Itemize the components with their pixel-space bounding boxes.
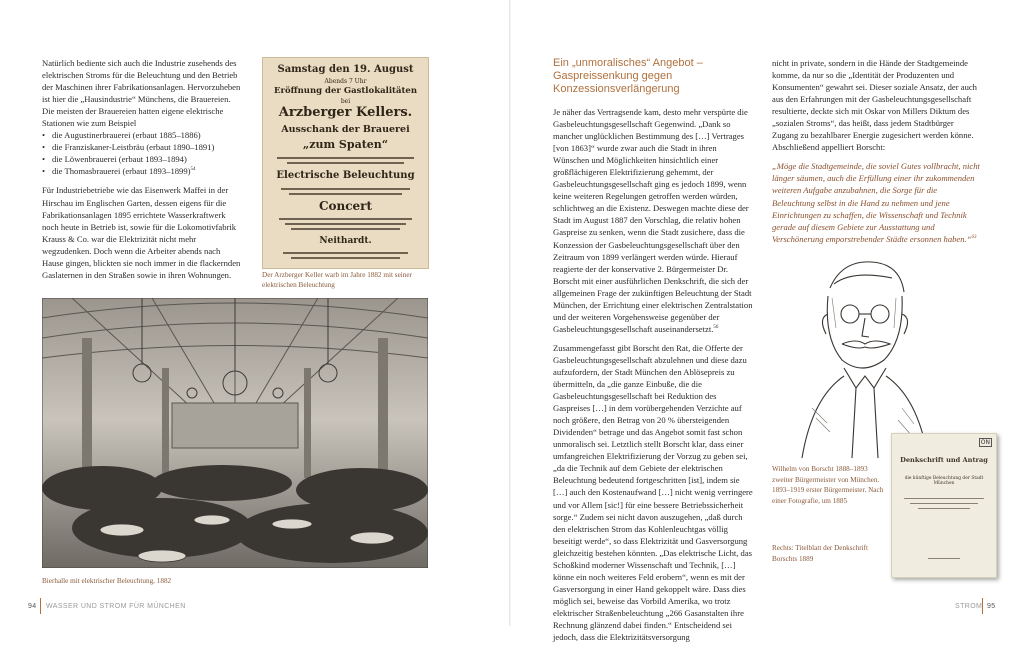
brewery-list bbox=[42, 129, 242, 177]
list-item: • die Franziskaner-Leistbräu (erbaut 1890–1891) bbox=[42, 141, 242, 153]
ad-line: Eröffnung der Gastlokalitäten bbox=[273, 86, 417, 96]
ad-caption: Der Arzberger Keller warb im Jahre 1882 mit seiner elektrischen Beleuchtung bbox=[262, 271, 412, 289]
ad-line: Concert bbox=[318, 199, 373, 213]
ad-line: „zum Spaten“ bbox=[302, 138, 389, 151]
doc-small-print bbox=[904, 494, 984, 513]
ad-small-print bbox=[283, 250, 408, 262]
page-number: 95 bbox=[987, 603, 996, 610]
page-gutter bbox=[509, 0, 511, 626]
right-running-title: STROM bbox=[955, 603, 983, 610]
doc-title: Denkschrift und Antrag bbox=[900, 456, 988, 464]
ad-small-print bbox=[281, 186, 410, 198]
right-text-column-1 bbox=[553, 57, 753, 650]
intro-paragraph: Natürlich bediente sich auch die Industrie zusehends des elektrischen Stroms für die Beleuchtung und den Betrieb der Maschinen ihrer Fabrikationsanlagen. Hervorzuheben ist hier die „Hausindustrie“ Münchens, die Brauereien. Die meisten der Brauereien hatten eigene elektrische Stationen wie zum Beispiel bbox=[42, 58, 241, 129]
document-caption: Rechts: Titelblatt der Denkschrift Borschts 1889 bbox=[772, 544, 869, 563]
ad-line: Neithardt. bbox=[319, 236, 372, 246]
arzberger-keller-advertisement bbox=[262, 57, 429, 269]
col1-paragraph-1 bbox=[553, 106, 753, 335]
footnote-ref: 56 bbox=[713, 324, 719, 330]
section-heading: Ein „unmoralisches“ Angebot – Gaspreissenkung gegen Konzessionsverlängerung bbox=[553, 57, 703, 95]
borscht-portrait bbox=[772, 248, 944, 458]
portrait-caption: Wilhelm von Borscht 1888–1893 zweiter Bürgermeister von München. 1893–1919 erster Bürgermeister. Nach einer Fotografie, um 1885 bbox=[772, 465, 884, 505]
left-running-title: WASSER UND STROM FÜR MÜNCHEN bbox=[46, 603, 186, 610]
page-number: 94 bbox=[28, 603, 37, 610]
list-item: • die Augustinerbrauerei (erbaut 1885–1886) bbox=[42, 129, 242, 141]
list-item-text: die Thomasbrauerei (erbaut 1893–1899) bbox=[52, 166, 191, 177]
footer-divider bbox=[40, 598, 41, 614]
list-item bbox=[42, 165, 242, 177]
borscht-quote bbox=[772, 160, 980, 244]
ad-line: Samstag den 19. August bbox=[277, 64, 414, 75]
left-text-column bbox=[42, 57, 242, 288]
footnote-ref: 63 bbox=[971, 234, 977, 240]
ad-line: Ausschank der Brauerei bbox=[281, 124, 410, 135]
ad-line: Electrische Beleuchtung bbox=[276, 170, 415, 181]
left-footer bbox=[28, 603, 37, 610]
hall-caption: Bierhalle mit elektrischer Beleuchtung, 1882 bbox=[42, 577, 172, 585]
ad-small-print bbox=[277, 155, 414, 169]
right-text-column-2 bbox=[772, 57, 980, 252]
ad-small-print bbox=[279, 216, 412, 232]
footer-divider bbox=[982, 598, 983, 614]
doc-imprint bbox=[928, 558, 960, 559]
col1-paragraph-2: Zusammengefasst gibt Borscht den Rat, die Offerte der Gasbeleuchtungsgesellschaft abzulehnen und diese dazu aufzufordern, der Stadt München den Ablösepreis zu übermitteln, da „die ganze Einbuße, die die Gasbeleuchtungsgesellschaft bei Reduktion des Gaspreises […] in dem vorübergehenden Verzichte auf noch größere, den Betrag von 20 % übersteigenden Dividenden“ betrage und das Angebot somit fast schon unmoralisch sei. Letztlich stellt Borscht klar, dass einer umfangreichen Elektrifizierung der Vorzug zu geben sei, „da die Technik auf dem Gebiete der elektrischen Beleuchtung bedeutend fortgeschritten [ist], indem sie […] auch den Kostenaufwand […] nicht wenig verringere und vor Allem [sic!] für eine bessere Betriebssicherheit sorge.“ Zudem sei nicht davon auszugehen, „daß durch den elektrischen Strom das Kohlenleuchtgas völlig beseitigt werde“, so dass Elektrizität und Gasversorgung gleichzeitig bestehen könnten. „Das elektrische Licht, das Schoßkind moderner Wissenschaft und Technik, […] könne ein noch weiteres Feld erobern“, wenn es mit der Gasversorgung in einer Hand gekoppelt wäre. Dass dies möglich sei, beweise das Vorbild Amerika, wo trotz elektrischer Straßenbeleuchtung „266 Gasanstalten ihre Rechnung glänzend dabei finden.“ Entscheidend sei jedoch, dass die Elektrizitätsversorgung bbox=[553, 342, 753, 643]
list-item: • die Löwenbrauerei (erbaut 1893–1894) bbox=[42, 153, 242, 165]
col2-paragraph-1: nicht in private, sondern in die Hände der Stadtgemeinde komme, da nur so die „Identität der Produzenten und Konsumenten“ gewahrt sei. Dieser soziale Ansatz, der auch aus den Erfahrungen mit der Gasbeleuchtungsgesellschaft resultierte, deckte sich mit Oskar von Millers Diktum des „sozialen Stroms“, das heißt, dass jedem Stadtbürger Zugang zu bezahlbarer Energie zugesichert werden könne. Abschließend appelliert Borscht: bbox=[772, 58, 977, 153]
right-footer bbox=[987, 603, 996, 610]
paragraph-text: Je näher das Vertragsende kam, desto mehr verspürte die Gasbeleuchtungsgesellschaft Gegenwind. „Dank so mancher unglücklichen Bestimmung des […] Vertrages [von 1863]“ wurde zwar auch die Stadt in ihren Wünschen und Möglichkeiten hinsichtlich einer großflächigeren Elektrifizierung gehemmt, der Gasbeleuchtungsgesellschaft ging es jedoch 1899, wenn keine weiteren Regelungen getroffen werden würden, schlichtweg an die Existenz. Deswegen machte diese der Stadt im August 1887 den Vorschlag, die relativ hohen Gaspreise zu senken, wenn die Stadt zusichere, dass die Konzession der Gasbeleuchtungsgesellschaft über den Zeitraum von 1899 verlängert werden würde. Hierauf reagierte der der konservative 2. Bürgermeister Dr. Borscht mit einer ausführlichen Denkschrift, die sich der allgemeinen Frage der zukünftigen Beleuchtung der Stadt München, der Errichtung einer elektrischen Zentralstation und der weiteren Vorgehensweise gegenüber der Gasbeleuchtungsgesellschaft auseinandersetzt. bbox=[553, 107, 753, 334]
denkschrift-title-page bbox=[891, 433, 997, 578]
portrait-sketch bbox=[772, 248, 944, 458]
beer-hall-engraving bbox=[42, 298, 428, 568]
doc-corner-mark: ON bbox=[980, 439, 990, 446]
footnote-ref: 54 bbox=[190, 167, 196, 173]
second-paragraph: Für Industriebetriebe wie das Eisenwerk Maffei in der Hirschau im Englischen Garten, dessen eigens für die Fabrikationsanlagen 1895 errichtete Wasserkraftwerk noch heute in Betrieb ist, sowie für die Lokomotivfabrik Krauss & Co. war die Elektrizität nicht mehr wegzudenken. Doch wenn die Arbeiter abends nach Hause gingen, blickten sie noch immer in die flackernden Gaslaternen in den Straßen sowie in ihren Wohnungen. bbox=[42, 185, 241, 280]
ad-line: bei bbox=[340, 98, 351, 105]
ad-line: Abends 7 Uhr bbox=[324, 78, 367, 85]
quote-text: „Möge die Stadtgemeinde, die soviel Gutes vollbracht, nicht länger säumen, auch die Erfüllung einer ihr zukommenden weiteren Aufgabe anzubahnen, die Sorge für die Beleuchtung selbst in die Hand zu nehmen und jene Einrichtungen zu schaffen, die Wissenschaft und Technik gerade auf diesem Gebiete zur Ausstattung und Verschönerung emporstrebender Städte ersonnen haben.“ bbox=[772, 161, 980, 244]
ad-line: Arzberger Kellers. bbox=[278, 105, 413, 120]
beer-hall-illustration bbox=[42, 298, 428, 568]
doc-subtitle: die künftige Beleuchtung der Stadt München bbox=[904, 476, 984, 486]
